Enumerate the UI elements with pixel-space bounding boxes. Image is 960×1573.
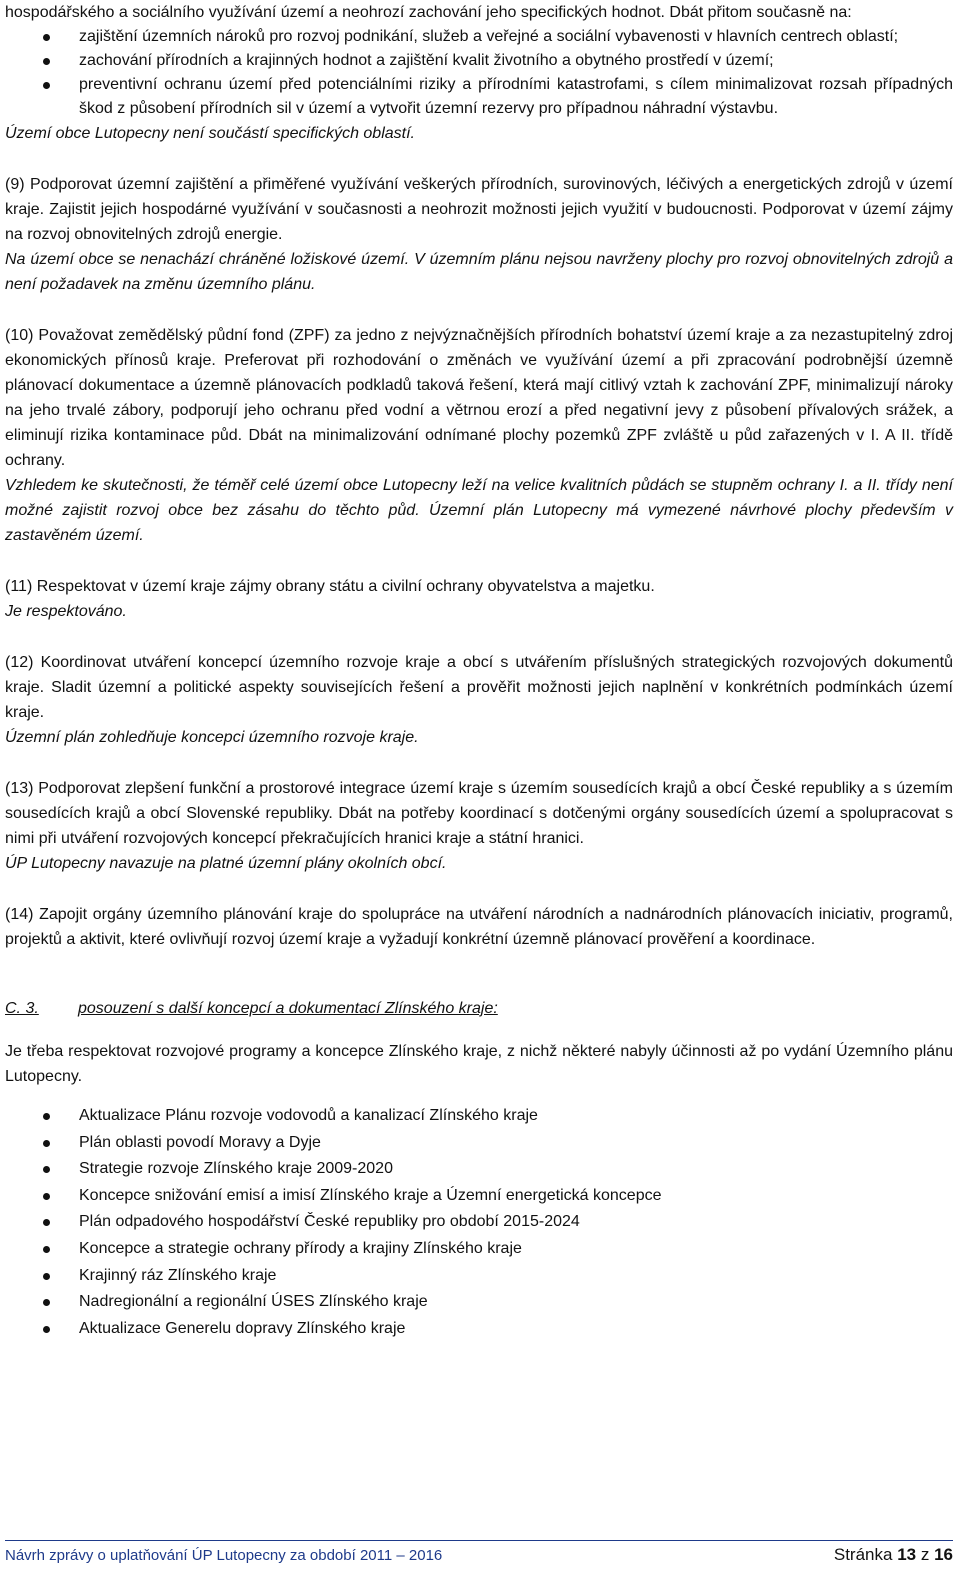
paragraph-11-note: Je respektováno.	[5, 603, 127, 620]
page-current: 13	[897, 1545, 917, 1564]
paragraph-10: (10) Považovat zemědělský půdní fond (ZPF) za jedno z nejvýznačnějších přírodních bohatství území kraje a za nezastupitelný zdroj ekonomických přínosů kraje. Preferovat při rozhodování o změnách ve využívání území a při zpracování podrobnější územně plánovací dokumentace a územně plánovacích podkladů taková řešení, která mají citlivý vztah k zachování ZPF, minimalizují nároky na jeho trvalé zábory, podporují jeho ochranu před vodní a větrnou erozí a před negativní jevy z působení přívalových srážek, a eliminují rizika kontaminace půd. Dbát na minimalizování odnímané plochy pozemků ZPF zvláště u půd zařazených v I. A II. třídě ochrany.	[5, 327, 953, 469]
footer-title: Návrh zprávy o uplatňování ÚP Lutopecny za období 2011 – 2016	[5, 1547, 443, 1564]
list-item: Aktualizace Plánu rozvoje vodovodů a kanalizací Zlínského kraje	[5, 1103, 953, 1130]
section-intro: Je třeba respektovat rozvojové programy a koncepce Zlínského kraje, z nichž některé nabyly účinnosti až po vydání Územního plánu Lutopecny.	[5, 1043, 953, 1085]
list-item: preventivní ochranu území před potenciálními riziky a přírodními katastrofami, s cílem minimalizovat rozsah případných škod z působení přírodních sil v území a vytvořit územní rezervy pro případnou náhradní výstavbu.	[5, 73, 953, 121]
list-item: Nadregionální a regionální ÚSES Zlínského kraje	[5, 1289, 953, 1316]
page-label: Stránka	[833, 1545, 893, 1564]
paragraph-9-note: Na území obce se nenachází chráněné ložiskové území. V územním plánu nejsou navrženy plochy pro rozvoj obnovitelných zdrojů a není požadavek na změnu územního plánu.	[5, 251, 953, 293]
list-item: Plán odpadového hospodářství České republiky pro období 2015-2024	[5, 1209, 953, 1236]
page-of: z	[920, 1545, 930, 1564]
section-heading	[5, 996, 953, 1021]
intro-bullet-list	[5, 25, 953, 121]
page-number	[834, 1545, 953, 1565]
list-item: Koncepce snižování emisí a imisí Zlínského kraje a Územní energetická koncepce	[5, 1183, 953, 1210]
list-item: Aktualizace Generelu dopravy Zlínského kraje	[5, 1316, 953, 1343]
paragraph-13-note: ÚP Lutopecny navazuje na platné územní plány okolních obcí.	[5, 855, 447, 872]
list-item: zajištění územních nároků pro rozvoj podnikání, služeb a veřejné a sociální vybavenosti v hlavních centrech oblastí;	[5, 25, 953, 49]
concept-list	[5, 1103, 953, 1342]
list-item: Krajinný ráz Zlínského kraje	[5, 1263, 953, 1290]
paragraph-10-note: Vzhledem ke skutečnosti, že téměř celé území obce Lutopecny leží na velice kvalitních půdách se stupněm ochrany I. a II. třídy není možné zajistit rozvoj obce bez zásahu do těchto půd. Územní plán Lutopecny má vymezené návrhové plochy především v zastavěném území.	[5, 477, 953, 544]
section-title: posouzení s další koncepcí a dokumentací Zlínského kraje:	[78, 1000, 498, 1017]
page-total: 16	[934, 1545, 953, 1564]
list-item: Strategie rozvoje Zlínského kraje 2009-2020	[5, 1156, 953, 1183]
paragraph-11: (11) Respektovat v území kraje zájmy obrany státu a civilní ochrany obyvatelstva a majetku.	[5, 578, 655, 595]
list-item: zachování přírodních a krajinných hodnot a zajištění kvalit životního a obytného prostředí v území;	[5, 49, 953, 73]
intro-line: hospodářského a sociálního využívání území a neohrozí zachování jeho specifických hodnot. Dbát přitom současně na:	[5, 4, 852, 21]
paragraph-13: (13) Podporovat zlepšení funkční a prostorové integrace území kraje s územím sousedících krajů a obcí České republiky a s územím sousedících krajů a obcí Slovenské republiky. Dbát na potřeby koordinací s dotčenými orgány sousedících území a spolupracovat s nimi při utváření rozvojových koncepcí překračujících hranici kraje a státní hranici.	[5, 780, 953, 847]
list-item: Koncepce a strategie ochrany přírody a krajiny Zlínského kraje	[5, 1236, 953, 1263]
list-item: Plán oblasti povodí Moravy a Dyje	[5, 1130, 953, 1157]
page-footer	[5, 1540, 953, 1565]
section-number: C. 3.	[5, 1000, 39, 1017]
intro-note: Území obce Lutopecny není součástí specifických oblastí.	[5, 125, 415, 142]
paragraph-9: (9) Podporovat územní zajištění a přiměřené využívání veškerých přírodních, surovinových, léčivých a energetických zdrojů v území kraje. Zajistit jejich hospodárné využívání v současnosti a neohrozit možnosti jejich využití v budoucnosti. Podporovat v území zájmy na rozvoj obnovitelných zdrojů energie.	[5, 176, 953, 243]
paragraph-12: (12) Koordinovat utváření koncepcí územního rozvoje kraje a obcí s utvářením příslušných strategických rozvojových dokumentů kraje. Sladit územní a politické aspekty souvisejících řešení a prověřit možnosti jejich naplnění v konkrétních podmínkách území kraje.	[5, 654, 953, 721]
paragraph-14: (14) Zapojit orgány územního plánování kraje do spolupráce na utváření národních a nadnárodních plánovacích iniciativ, programů, projektů a aktivit, které ovlivňují rozvoj území kraje a vyžadují konkrétní územně plánovací prověření a koordinace.	[5, 906, 953, 948]
paragraph-12-note: Územní plán zohledňuje koncepci územního rozvoje kraje.	[5, 729, 419, 746]
